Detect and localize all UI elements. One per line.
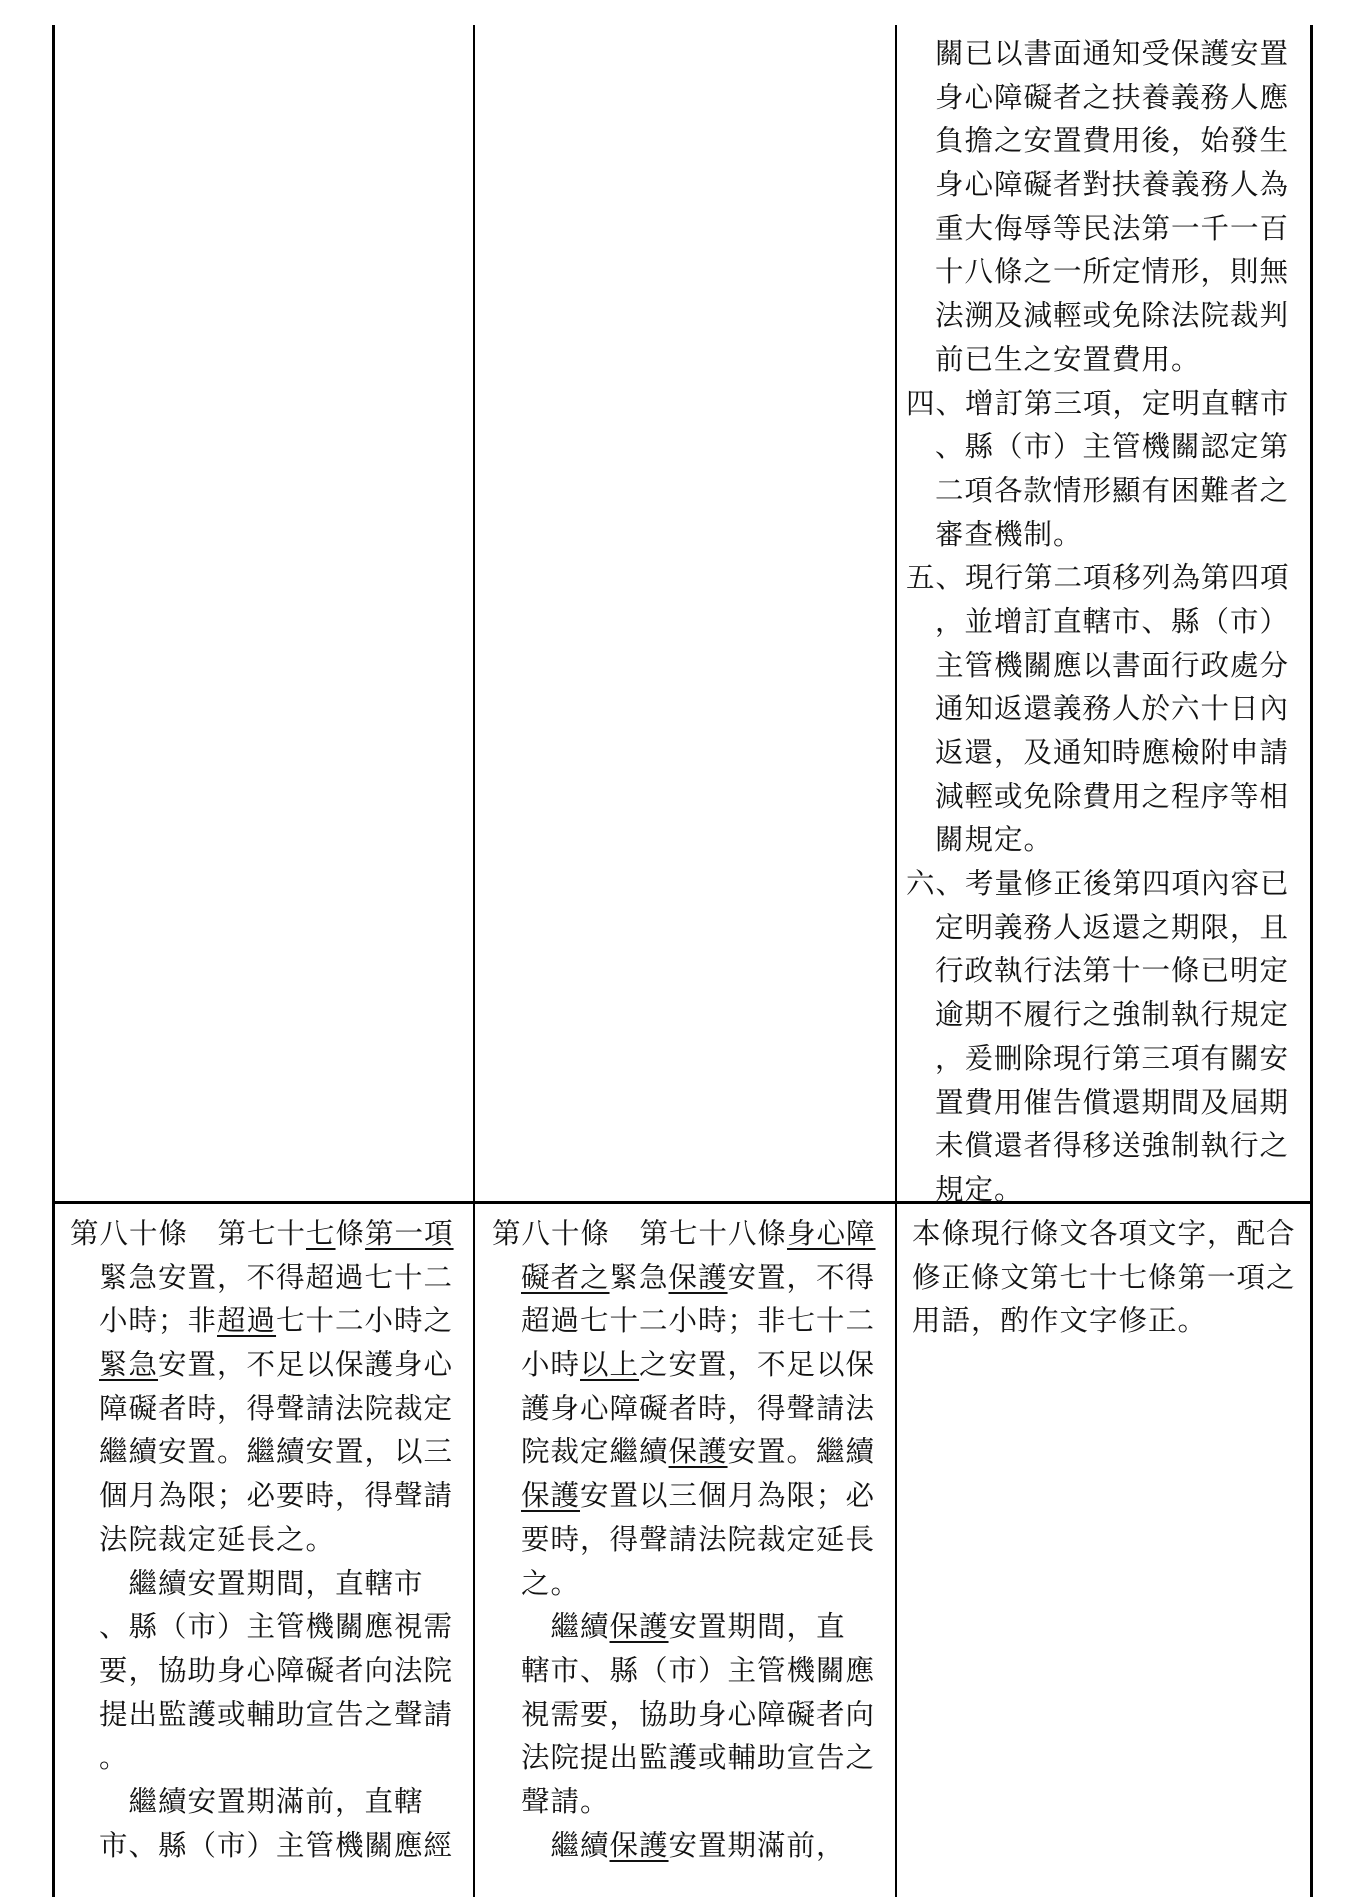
text-run: 安置，不足以保護身心 [158, 1348, 454, 1382]
text-line: 修正條文第七十七條第一項之 [912, 1260, 1296, 1294]
text-line [70, 1736, 470, 1780]
text-line [492, 1562, 892, 1606]
text-line: 審查機制。 [935, 517, 1083, 551]
text-run: 緊急 [609, 1260, 669, 1294]
text-run: 聲請。 [521, 1784, 610, 1818]
text-line: 法溯及減輕或免除法院裁判 [935, 299, 1290, 333]
text-line [492, 1649, 892, 1693]
text-run: 繼續安置期間，直轄市 [99, 1566, 424, 1600]
text-run: 超過七十二小時；非七十二 [521, 1304, 876, 1338]
text-line [492, 1343, 892, 1387]
text-run: 、縣（市）主管機關應視需 [99, 1610, 454, 1644]
text-line [70, 1430, 470, 1474]
underlined-text: 保護 [521, 1479, 581, 1513]
text-line [70, 1605, 470, 1649]
text-run: 視需要，協助身心障礙者向 [521, 1697, 876, 1731]
text-line [70, 1474, 470, 1518]
text-line: 關規定。 [935, 823, 1054, 857]
text-run: 提出監護或輔助宣告之聲請 [99, 1697, 454, 1731]
text-line [70, 1212, 470, 1256]
text-run: 安置期滿前， [668, 1828, 846, 1862]
text-run: 安置。繼續 [727, 1435, 876, 1469]
text-line [70, 1299, 470, 1343]
text-line [70, 1387, 470, 1431]
text-line [70, 1693, 470, 1737]
text-run: 要，協助身心障礙者向法院 [99, 1653, 454, 1687]
text-run: 個月為限；必要時，得聲請 [99, 1479, 454, 1513]
text-line [492, 1430, 892, 1474]
text-run: 繼續安置。繼續安置，以三 [99, 1435, 454, 1469]
text-line: 主管機關應以書面行政處分 [935, 648, 1290, 682]
text-line [492, 1212, 892, 1256]
text-line [492, 1605, 892, 1649]
text-run: 第八十條 第七十八條 [492, 1217, 788, 1250]
text-run: 法院裁定延長之。 [99, 1522, 336, 1556]
text-run: 繼續安置期滿前，直轄 [99, 1784, 424, 1818]
underlined-text: 保護 [668, 1260, 728, 1294]
underlined-text: 礙者之 [521, 1260, 610, 1294]
text-line [70, 1780, 470, 1824]
column-divider-1 [473, 25, 475, 1897]
text-run: 繼續 [521, 1610, 610, 1644]
text-line: 未償還者得移送強制執行之 [935, 1129, 1290, 1163]
text-line: 行政執行法第十一條已明定 [935, 954, 1290, 988]
text-line [70, 1562, 470, 1606]
amended-article-cell [70, 1212, 470, 1867]
text-line: 前已生之安置費用。 [935, 342, 1201, 376]
text-line: 關已以書面通知受保護安置 [935, 37, 1290, 70]
text-run: 第八十條 第七十 [70, 1217, 307, 1250]
text-line: ，並增訂直轄市、縣（市） [935, 604, 1290, 638]
underlined-text: 緊急 [99, 1348, 159, 1382]
underlined-text: 保護 [668, 1435, 728, 1469]
text-run: 市、縣（市）主管機關應經 [99, 1828, 454, 1862]
text-line [492, 1518, 892, 1562]
text-line: 六、考量修正後第四項內容已 [906, 867, 1290, 901]
text-line [492, 1824, 892, 1868]
text-run: 院裁定繼續 [521, 1435, 669, 1469]
table-right-border [1310, 25, 1313, 1897]
text-run: 小時；非 [99, 1304, 218, 1338]
text-line: 減輕或免除費用之程序等相 [935, 779, 1290, 813]
text-line: 身心障礙者對扶養義務人為 [935, 168, 1290, 202]
text-run: 之安置，不足以保 [639, 1348, 876, 1382]
text-line [492, 1693, 892, 1737]
text-run: 轄市、縣（市）主管機關應 [521, 1653, 876, 1687]
explanation-cell-top [906, 32, 1306, 1212]
text-run: 繼續 [521, 1828, 610, 1862]
text-line: 二項各款情形顯有困難者之 [935, 473, 1290, 507]
text-line [492, 1299, 892, 1343]
table-left-border [52, 25, 55, 1897]
text-line: 定明義務人返還之期限，且 [935, 910, 1290, 944]
text-run: 障礙者時，得聲請法院裁定 [99, 1391, 454, 1425]
underlined-text: 超過 [217, 1304, 277, 1338]
text-line [70, 1649, 470, 1693]
underlined-text: 保護 [609, 1828, 669, 1862]
text-run: 小時 [521, 1348, 581, 1382]
text-run: 之。 [521, 1566, 581, 1600]
text-line [492, 1736, 892, 1780]
text-line: 五、現行第二項移列為第四項 [906, 561, 1290, 595]
underlined-text: 保護 [609, 1610, 669, 1644]
text-line [70, 1343, 470, 1387]
text-line: 、縣（市）主管機關認定第 [935, 430, 1290, 464]
text-line [70, 1256, 470, 1300]
underlined-text: 七 [306, 1217, 336, 1250]
text-line: 返還，及通知時應檢附申請 [935, 736, 1290, 769]
text-line: 身心障礙者之扶養義務人應 [935, 80, 1290, 114]
text-run: 七十二小時之 [276, 1304, 454, 1338]
text-line: ，爰刪除現行第三項有關安 [935, 1041, 1290, 1075]
text-line [70, 1518, 470, 1562]
text-line: 重大侮辱等民法第一千一百 [935, 211, 1290, 245]
column-divider-2 [895, 25, 897, 1897]
text-line: 通知返還義務人於六十日內 [935, 692, 1290, 726]
text-run: 條 [335, 1217, 366, 1250]
text-line: 本條現行條文各項文字，配合 [912, 1217, 1296, 1250]
text-line [70, 1824, 470, 1868]
text-line: 負擔之安置費用後，始發生 [935, 124, 1290, 158]
text-run: 護身心障礙者時，得聲請法 [521, 1391, 876, 1425]
text-line [492, 1474, 892, 1518]
text-run: 要時，得聲請法院裁定延長 [521, 1522, 876, 1556]
text-line: 置費用催告償還期間及屆期 [935, 1085, 1290, 1119]
text-run: 法院提出監護或輔助宣告之 [521, 1741, 876, 1775]
text-run: 安置期間，直 [668, 1610, 846, 1644]
text-run: 緊急安置，不得超過七十二 [99, 1260, 454, 1294]
text-line: 用語，酌作文字修正。 [912, 1304, 1208, 1338]
text-line: 逾期不履行之強制執行規定 [935, 998, 1290, 1032]
text-line [492, 1256, 892, 1300]
text-line: 四、增訂第三項，定明直轄市 [906, 386, 1290, 420]
text-line [492, 1780, 892, 1824]
current-article-cell [492, 1212, 892, 1867]
underlined-text: 以上 [580, 1348, 640, 1382]
text-line: 規定。 [935, 1172, 1024, 1206]
text-run: 。 [99, 1741, 129, 1775]
text-line: 十八條之一所定情形，則無 [935, 255, 1290, 289]
underlined-text: 第一項 [365, 1217, 454, 1250]
text-run: 安置，不得 [727, 1260, 876, 1294]
explanation-cell-bottom [912, 1212, 1307, 1343]
underlined-text: 身心障 [787, 1217, 876, 1250]
text-line [492, 1387, 892, 1431]
text-run: 安置以三個月為限；必 [580, 1479, 876, 1513]
